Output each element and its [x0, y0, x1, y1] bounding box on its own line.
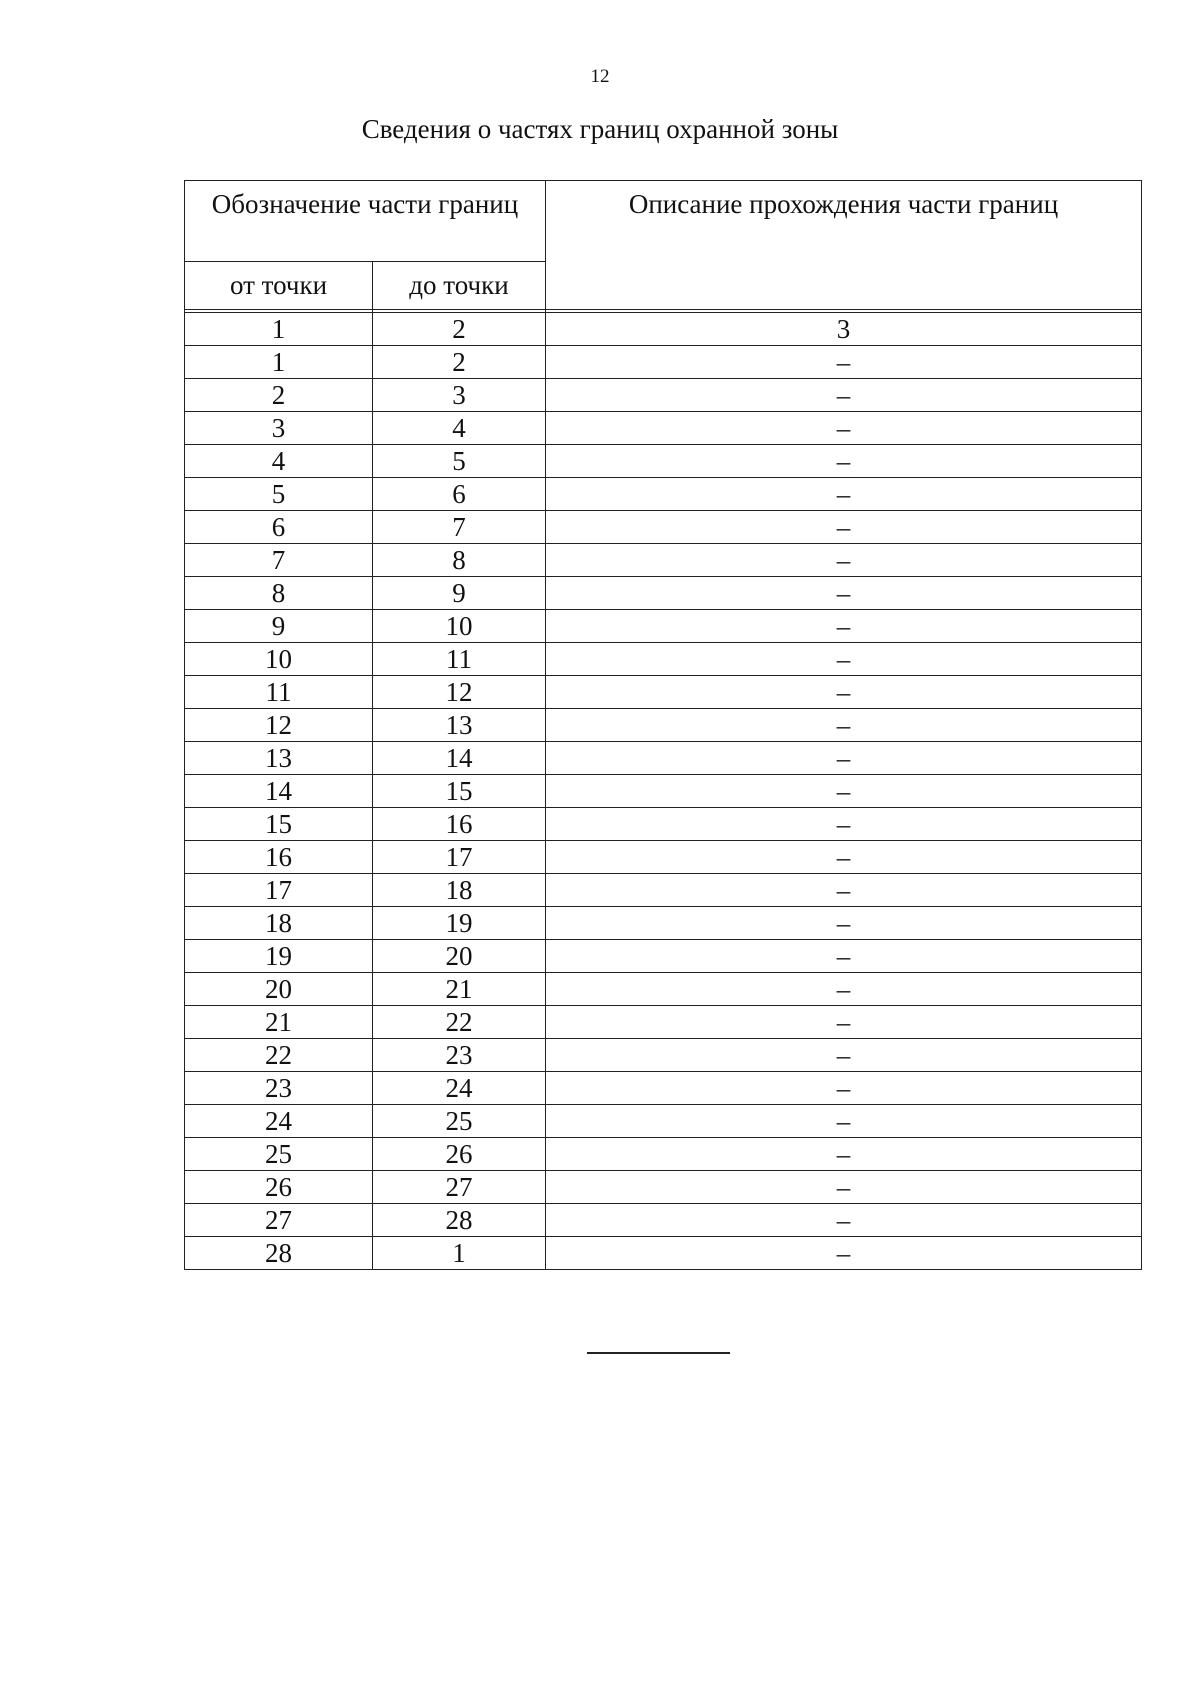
boundary-parts-table — [184, 180, 1142, 1270]
to-point-cell: 25 — [373, 1105, 546, 1138]
header-designation: Обозначение части границ — [185, 181, 546, 262]
description-cell: – — [546, 973, 1142, 1006]
table-row — [185, 379, 1142, 412]
end-rule — [587, 1352, 730, 1354]
description-cell: – — [546, 1039, 1142, 1072]
to-point-cell: 23 — [373, 1039, 546, 1072]
table-row — [185, 973, 1142, 1006]
table-row — [185, 1039, 1142, 1072]
table-row — [185, 544, 1142, 577]
description-cell: – — [546, 1105, 1142, 1138]
from-point-cell: 5 — [185, 478, 373, 511]
table-row — [185, 478, 1142, 511]
table-row — [185, 709, 1142, 742]
table-row — [185, 1171, 1142, 1204]
table-row — [185, 775, 1142, 808]
from-point-cell: 8 — [185, 577, 373, 610]
from-point-cell: 21 — [185, 1006, 373, 1039]
description-cell: – — [546, 478, 1142, 511]
description-cell: – — [546, 1138, 1142, 1171]
table-row — [185, 907, 1142, 940]
description-cell: – — [546, 907, 1142, 940]
from-point-cell: 13 — [185, 742, 373, 775]
description-cell: – — [546, 874, 1142, 907]
to-point-cell: 1 — [373, 1237, 546, 1270]
to-point-cell: 13 — [373, 709, 546, 742]
from-point-cell: 1 — [185, 346, 373, 379]
from-point-cell: 16 — [185, 841, 373, 874]
to-point-cell: 28 — [373, 1204, 546, 1237]
column-number-3: 3 — [546, 313, 1142, 346]
description-cell: – — [546, 676, 1142, 709]
table-row — [185, 1072, 1142, 1105]
header-to-point: до точки — [373, 262, 546, 310]
from-point-cell: 14 — [185, 775, 373, 808]
to-point-cell: 16 — [373, 808, 546, 841]
table-row — [185, 1105, 1142, 1138]
from-point-cell: 15 — [185, 808, 373, 841]
description-cell: – — [546, 1072, 1142, 1105]
description-cell: – — [546, 511, 1142, 544]
to-point-cell: 27 — [373, 1171, 546, 1204]
column-number-row — [185, 313, 1142, 346]
to-point-cell: 26 — [373, 1138, 546, 1171]
from-point-cell: 11 — [185, 676, 373, 709]
from-point-cell: 2 — [185, 379, 373, 412]
from-point-cell: 25 — [185, 1138, 373, 1171]
header-description: Описание прохождения части границ — [546, 181, 1142, 310]
table-row — [185, 511, 1142, 544]
from-point-cell: 27 — [185, 1204, 373, 1237]
to-point-cell: 22 — [373, 1006, 546, 1039]
table-row — [185, 841, 1142, 874]
header-from-point: от точки — [185, 262, 373, 310]
description-cell: – — [546, 742, 1142, 775]
table-row — [185, 940, 1142, 973]
document-title: Сведения о частях границ охранной зоны — [361, 114, 839, 144]
to-point-cell: 21 — [373, 973, 546, 1006]
to-point-cell: 3 — [373, 379, 546, 412]
to-point-cell: 18 — [373, 874, 546, 907]
from-point-cell: 22 — [185, 1039, 373, 1072]
from-point-cell: 28 — [185, 1237, 373, 1270]
to-point-cell: 19 — [373, 907, 546, 940]
to-point-cell: 7 — [373, 511, 546, 544]
to-point-cell: 2 — [373, 346, 546, 379]
to-point-cell: 4 — [373, 412, 546, 445]
from-point-cell: 20 — [185, 973, 373, 1006]
description-cell: – — [546, 808, 1142, 841]
column-number-2: 2 — [373, 313, 546, 346]
description-cell: – — [546, 577, 1142, 610]
page-number: 12 — [590, 66, 610, 87]
table-row — [185, 1237, 1142, 1270]
to-point-cell: 12 — [373, 676, 546, 709]
to-point-cell: 9 — [373, 577, 546, 610]
description-cell: – — [546, 841, 1142, 874]
description-cell: – — [546, 1204, 1142, 1237]
table-row — [185, 808, 1142, 841]
column-number-1: 1 — [185, 313, 373, 346]
table-row — [185, 1138, 1142, 1171]
to-point-cell: 11 — [373, 643, 546, 676]
from-point-cell: 7 — [185, 544, 373, 577]
to-point-cell: 17 — [373, 841, 546, 874]
from-point-cell: 10 — [185, 643, 373, 676]
table-row — [185, 874, 1142, 907]
table-row — [185, 1204, 1142, 1237]
description-cell: – — [546, 544, 1142, 577]
description-cell: – — [546, 643, 1142, 676]
from-point-cell: 6 — [185, 511, 373, 544]
to-point-cell: 15 — [373, 775, 546, 808]
table-row — [185, 577, 1142, 610]
from-point-cell: 9 — [185, 610, 373, 643]
description-cell: – — [546, 379, 1142, 412]
to-point-cell: 8 — [373, 544, 546, 577]
from-point-cell: 26 — [185, 1171, 373, 1204]
table-row — [185, 643, 1142, 676]
to-point-cell: 20 — [373, 940, 546, 973]
description-cell: – — [546, 709, 1142, 742]
from-point-cell: 23 — [185, 1072, 373, 1105]
to-point-cell: 10 — [373, 610, 546, 643]
to-point-cell: 5 — [373, 445, 546, 478]
description-cell: – — [546, 610, 1142, 643]
description-cell: – — [546, 1237, 1142, 1270]
description-cell: – — [546, 1006, 1142, 1039]
table-row — [185, 676, 1142, 709]
description-cell: – — [546, 940, 1142, 973]
description-cell: – — [546, 775, 1142, 808]
description-cell: – — [546, 445, 1142, 478]
table-body — [185, 181, 1142, 1270]
from-point-cell: 17 — [185, 874, 373, 907]
from-point-cell: 19 — [185, 940, 373, 973]
from-point-cell: 18 — [185, 907, 373, 940]
header-row — [185, 181, 1142, 262]
to-point-cell: 6 — [373, 478, 546, 511]
from-point-cell: 3 — [185, 412, 373, 445]
table-row — [185, 346, 1142, 379]
description-cell: – — [546, 346, 1142, 379]
table-row — [185, 742, 1142, 775]
table-row — [185, 1006, 1142, 1039]
from-point-cell: 12 — [185, 709, 373, 742]
table-row — [185, 445, 1142, 478]
table-row — [185, 412, 1142, 445]
description-cell: – — [546, 1171, 1142, 1204]
from-point-cell: 24 — [185, 1105, 373, 1138]
to-point-cell: 24 — [373, 1072, 546, 1105]
from-point-cell: 4 — [185, 445, 373, 478]
description-cell: – — [546, 412, 1142, 445]
to-point-cell: 14 — [373, 742, 546, 775]
table-row — [185, 610, 1142, 643]
